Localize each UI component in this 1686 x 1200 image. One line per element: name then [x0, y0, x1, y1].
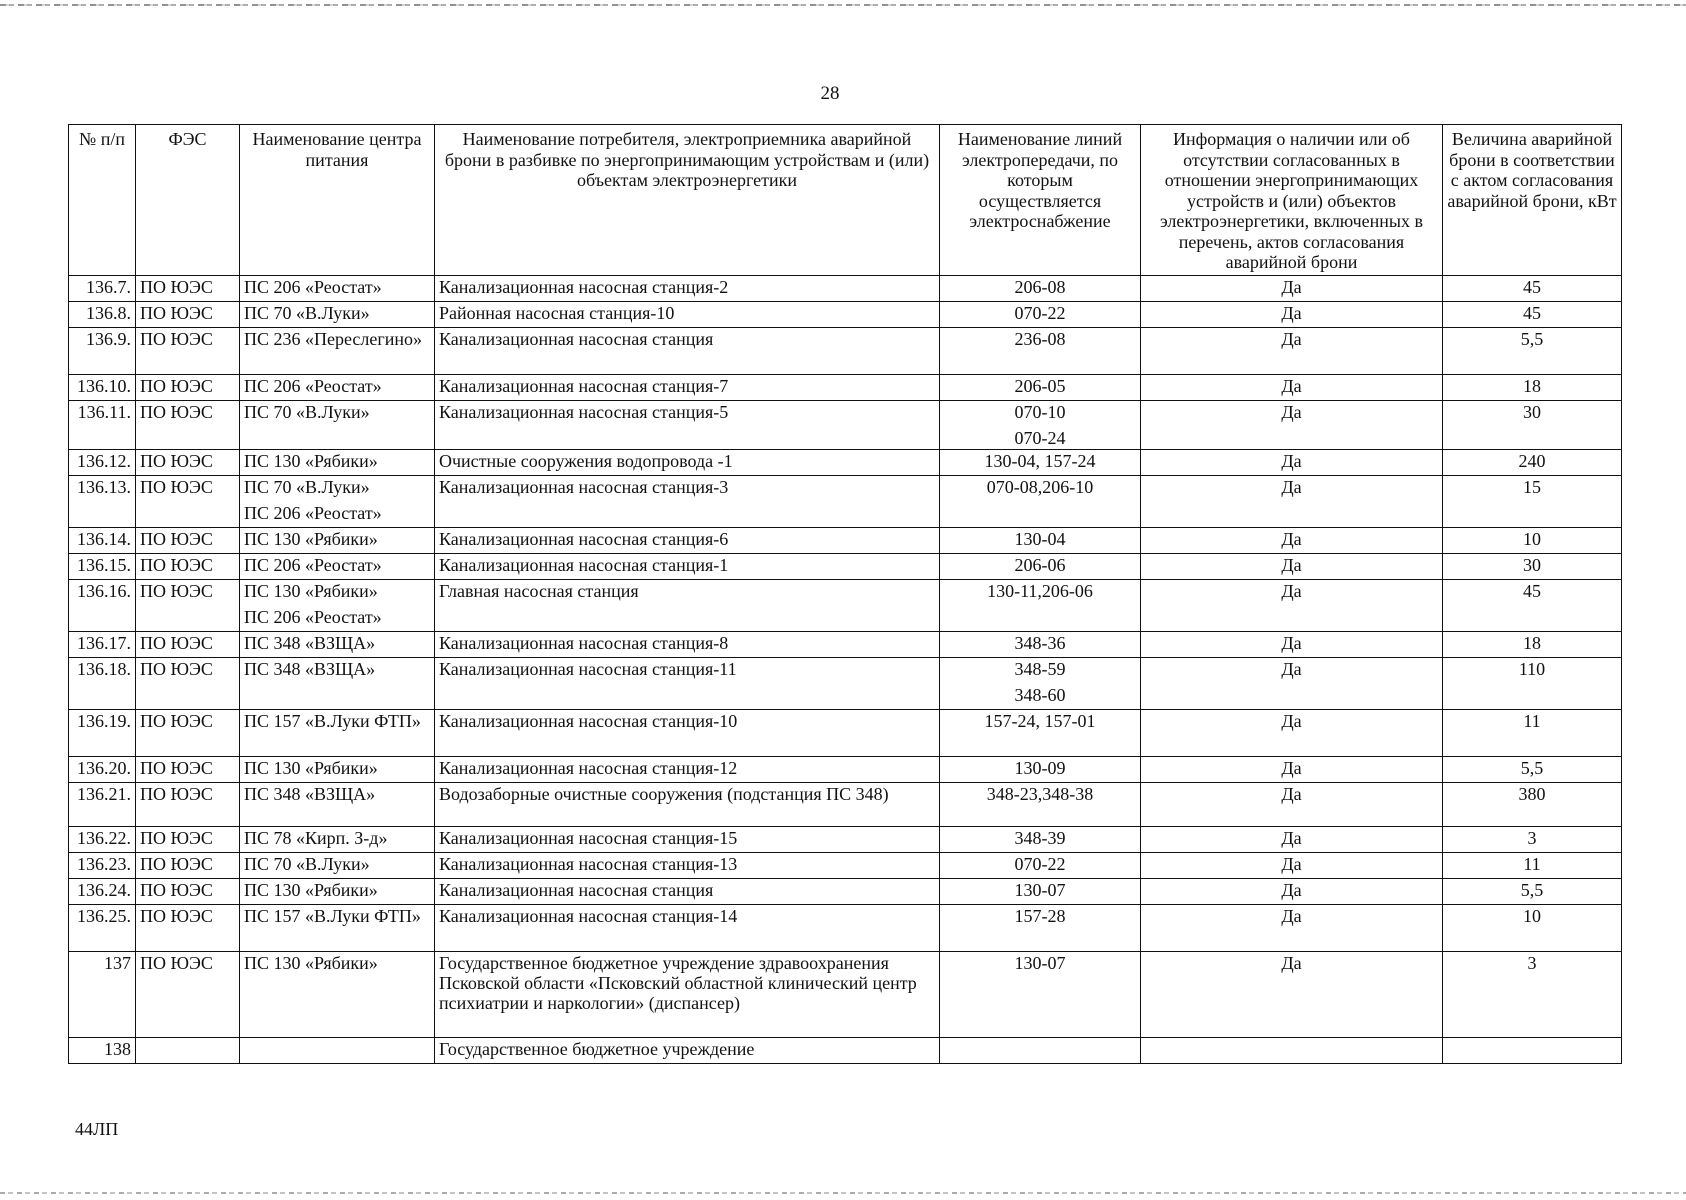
- power-center-cell: [240, 853, 435, 879]
- table-row: [69, 302, 1622, 328]
- power-center-name: ПС 348 «ВЗЩА»: [244, 659, 376, 679]
- header-power-lines: Наименование линий электропередачи, по которым осуществляется электроснабжение: [940, 125, 1141, 276]
- row-number-cell: 136.22.: [69, 827, 136, 853]
- agreement-info-cell: Да: [1141, 450, 1443, 476]
- power-line-code: 070-08,206-10: [986, 477, 1094, 497]
- fes-cell: ПО ЮЭС: [136, 302, 240, 328]
- agreement-info-cell: [1141, 1038, 1443, 1064]
- agreement-info-cell: Да: [1141, 302, 1443, 328]
- power-center-cell: [240, 476, 435, 528]
- consumer-cell: Водозаборные очистные сооружения (подстанция ПС 348): [435, 783, 940, 827]
- consumer-cell: Канализационная насосная станция-3: [435, 476, 940, 528]
- fes-cell: ПО ЮЭС: [136, 853, 240, 879]
- row-number-cell: 136.14.: [69, 528, 136, 554]
- power-center-cell: [240, 710, 435, 757]
- power-center-name: ПС 130 «Рябики»: [244, 529, 378, 549]
- power-lines-cell: [940, 580, 1141, 632]
- consumer-cell: Канализационная насосная станция-13: [435, 853, 940, 879]
- row-number-cell: 136.7.: [69, 276, 136, 302]
- row-number-cell: 136.15.: [69, 554, 136, 580]
- table-row: [69, 952, 1622, 1038]
- agreement-info-cell: Да: [1141, 658, 1443, 710]
- row-number-cell: 136.10.: [69, 375, 136, 401]
- reserve-value-cell: 11: [1443, 710, 1622, 757]
- table-row: [69, 827, 1622, 853]
- row-number-cell: 136.25.: [69, 905, 136, 952]
- power-line-code: 348-59: [1014, 659, 1066, 679]
- fes-cell: ПО ЮЭС: [136, 450, 240, 476]
- power-center-cell: [240, 757, 435, 783]
- reserve-value-cell: 45: [1443, 580, 1622, 632]
- consumer-cell: Канализационная насосная станция: [435, 879, 940, 905]
- fes-cell: ПО ЮЭС: [136, 757, 240, 783]
- power-line-code: 157-28: [1014, 906, 1066, 926]
- consumer-cell: Канализационная насосная станция-7: [435, 375, 940, 401]
- power-center-cell: [240, 879, 435, 905]
- row-number-cell: 136.23.: [69, 853, 136, 879]
- power-line-code: 236-08: [1014, 329, 1066, 349]
- fes-cell: ПО ЮЭС: [136, 827, 240, 853]
- reserve-value-cell: 5,5: [1443, 879, 1622, 905]
- fes-cell: [136, 1038, 240, 1064]
- fes-cell: ПО ЮЭС: [136, 375, 240, 401]
- table-row: [69, 783, 1622, 827]
- table-row: [69, 710, 1622, 757]
- header-power-center: Наименование центра питания: [240, 125, 435, 276]
- fes-cell: ПО ЮЭС: [136, 658, 240, 710]
- scan-edge-top: [0, 4, 1686, 6]
- power-center-name: ПС 157 «В.Луки ФТП»: [244, 906, 421, 926]
- fes-cell: ПО ЮЭС: [136, 632, 240, 658]
- power-center-cell: [240, 554, 435, 580]
- row-number-cell: 138: [69, 1038, 136, 1064]
- consumer-cell: Канализационная насосная станция-6: [435, 528, 940, 554]
- table-row: [69, 450, 1622, 476]
- fes-cell: ПО ЮЭС: [136, 879, 240, 905]
- row-number-cell: 137: [69, 952, 136, 1038]
- table-row: [69, 853, 1622, 879]
- power-lines-cell: [940, 1038, 1141, 1064]
- fes-cell: ПО ЮЭС: [136, 476, 240, 528]
- reserve-value-cell: 10: [1443, 528, 1622, 554]
- power-center-cell: [240, 401, 435, 450]
- row-number-cell: 136.19.: [69, 710, 136, 757]
- row-number-cell: 136.21.: [69, 783, 136, 827]
- power-lines-cell: [940, 328, 1141, 375]
- power-line-code: 130-09: [1014, 758, 1066, 778]
- agreement-info-cell: Да: [1141, 554, 1443, 580]
- fes-cell: ПО ЮЭС: [136, 554, 240, 580]
- power-line-code: 157-24, 157-01: [984, 711, 1096, 731]
- agreement-info-cell: Да: [1141, 905, 1443, 952]
- table-body: [69, 276, 1622, 1064]
- consumer-cell: Канализационная насосная станция: [435, 328, 940, 375]
- power-center-cell: [240, 580, 435, 632]
- fes-cell: ПО ЮЭС: [136, 783, 240, 827]
- table-row: [69, 580, 1622, 632]
- row-number-cell: 136.11.: [69, 401, 136, 450]
- power-lines-cell: [940, 476, 1141, 528]
- agreement-info-cell: Да: [1141, 375, 1443, 401]
- power-center-cell: [240, 783, 435, 827]
- table-row: [69, 276, 1622, 302]
- consumer-cell: Канализационная насосная станция-14: [435, 905, 940, 952]
- power-center-name: ПС 206 «Реостат»: [244, 503, 382, 523]
- reserve-value-cell: 5,5: [1443, 328, 1622, 375]
- power-center-cell: [240, 905, 435, 952]
- power-center-name: ПС 130 «Рябики»: [244, 953, 378, 973]
- power-line-code: 070-22: [1014, 303, 1066, 323]
- fes-cell: ПО ЮЭС: [136, 710, 240, 757]
- reserve-value-cell: 3: [1443, 952, 1622, 1038]
- power-center-name: ПС 70 «В.Луки»: [244, 477, 370, 497]
- header-consumer: Наименование потребителя, электроприемника аварийной брони в разбивке по энергопринимающим устройствам и (или) объектам электроэнергетики: [435, 125, 940, 276]
- table-header-row: [69, 125, 1622, 276]
- consumer-cell: Государственное бюджетное учреждение здравоохранения Псковской области «Псковский областной клинический центр психиатрии и наркологии» (диспансер): [435, 952, 940, 1038]
- power-lines-cell: [940, 879, 1141, 905]
- power-center-name: ПС 348 «ВЗЩА»: [244, 784, 376, 804]
- consumer-cell: Канализационная насосная станция-12: [435, 757, 940, 783]
- power-lines-cell: [940, 450, 1141, 476]
- agreement-info-cell: Да: [1141, 580, 1443, 632]
- power-lines-cell: [940, 783, 1141, 827]
- header-reserve-value: Величина аварийной брони в соответствии с актом согласования аварийной брони, кВт: [1443, 125, 1622, 276]
- power-center-name: ПС 130 «Рябики»: [244, 880, 378, 900]
- power-line-code: 348-36: [1014, 633, 1066, 653]
- power-lines-cell: [940, 658, 1141, 710]
- power-lines-cell: [940, 853, 1141, 879]
- table-row: [69, 757, 1622, 783]
- power-line-code: 130-07: [1014, 953, 1066, 973]
- reserve-value-cell: 45: [1443, 302, 1622, 328]
- reserve-value-cell: 15: [1443, 476, 1622, 528]
- power-line-code: 206-05: [1014, 376, 1066, 396]
- fes-cell: ПО ЮЭС: [136, 276, 240, 302]
- reserve-value-cell: 380: [1443, 783, 1622, 827]
- consumer-cell: Канализационная насосная станция-15: [435, 827, 940, 853]
- agreement-info-cell: Да: [1141, 528, 1443, 554]
- table-row: [69, 1038, 1622, 1064]
- consumer-cell: Государственное бюджетное учреждение: [435, 1038, 940, 1064]
- power-line-code: 130-11,206-06: [987, 581, 1093, 601]
- row-number-cell: 136.8.: [69, 302, 136, 328]
- agreement-info-cell: Да: [1141, 879, 1443, 905]
- table-row: [69, 905, 1622, 952]
- row-number-cell: 136.16.: [69, 580, 136, 632]
- reserve-table: [68, 124, 1622, 1064]
- reserve-value-cell: 30: [1443, 401, 1622, 450]
- power-line-code: 348-39: [1014, 828, 1066, 848]
- power-center-cell: [240, 827, 435, 853]
- reserve-value-cell: 18: [1443, 632, 1622, 658]
- header-agreement-info: Информация о наличии или об отсутствии согласованных в отношении энергопринимающих устройств и (или) объектов электроэнергетики, включенных в перечень, актов согласования аварийной брони: [1141, 125, 1443, 276]
- fes-cell: ПО ЮЭС: [136, 905, 240, 952]
- fes-cell: ПО ЮЭС: [136, 401, 240, 450]
- table-row: [69, 658, 1622, 710]
- consumer-cell: Районная насосная станция-10: [435, 302, 940, 328]
- table-row: [69, 879, 1622, 905]
- header-fes: ФЭС: [136, 125, 240, 276]
- power-center-name: ПС 130 «Рябики»: [244, 581, 378, 601]
- agreement-info-cell: Да: [1141, 757, 1443, 783]
- power-lines-cell: [940, 375, 1141, 401]
- consumer-cell: Главная насосная станция: [435, 580, 940, 632]
- power-center-name: ПС 70 «В.Луки»: [244, 303, 370, 323]
- power-lines-cell: [940, 757, 1141, 783]
- table-row: [69, 528, 1622, 554]
- power-lines-cell: [940, 528, 1141, 554]
- power-center-name: ПС 206 «Реостат»: [244, 607, 382, 627]
- power-lines-cell: [940, 827, 1141, 853]
- row-number-cell: 136.9.: [69, 328, 136, 375]
- row-number-cell: 136.17.: [69, 632, 136, 658]
- power-center-name: ПС 130 «Рябики»: [244, 758, 378, 778]
- reserve-value-cell: 30: [1443, 554, 1622, 580]
- power-lines-cell: [940, 632, 1141, 658]
- agreement-info-cell: Да: [1141, 401, 1443, 450]
- power-center-name: ПС 70 «В.Луки»: [244, 854, 370, 874]
- row-number-cell: 136.24.: [69, 879, 136, 905]
- power-center-cell: [240, 952, 435, 1038]
- fes-cell: ПО ЮЭС: [136, 580, 240, 632]
- power-line-code: 070-22: [1014, 854, 1066, 874]
- table-row: [69, 476, 1622, 528]
- power-line-code: 206-08: [1014, 277, 1066, 297]
- power-center-name: ПС 78 «Кирп. З-д»: [244, 828, 388, 848]
- power-center-cell: [240, 302, 435, 328]
- power-center-cell: [240, 1038, 435, 1064]
- power-center-cell: [240, 328, 435, 375]
- power-lines-cell: [940, 710, 1141, 757]
- agreement-info-cell: Да: [1141, 952, 1443, 1038]
- row-number-cell: 136.20.: [69, 757, 136, 783]
- power-lines-cell: [940, 905, 1141, 952]
- power-line-code: 130-07: [1014, 880, 1066, 900]
- consumer-cell: Канализационная насосная станция-1: [435, 554, 940, 580]
- power-center-name: ПС 348 «ВЗЩА»: [244, 633, 376, 653]
- fes-cell: ПО ЮЭС: [136, 328, 240, 375]
- power-lines-cell: [940, 401, 1141, 450]
- power-center-cell: [240, 375, 435, 401]
- power-line-code: 348-60: [1014, 685, 1066, 705]
- power-center-name: ПС 130 «Рябики»: [244, 451, 378, 471]
- power-center-name: ПС 157 «В.Луки ФТП»: [244, 711, 421, 731]
- power-center-name: ПС 206 «Реостат»: [244, 555, 382, 575]
- row-number-cell: 136.13.: [69, 476, 136, 528]
- table-row: [69, 328, 1622, 375]
- header-number: № п/п: [69, 125, 136, 276]
- row-number-cell: 136.18.: [69, 658, 136, 710]
- reserve-value-cell: 11: [1443, 853, 1622, 879]
- power-line-code: 206-06: [1014, 555, 1066, 575]
- scan-edge-bottom: [0, 1192, 1686, 1194]
- agreement-info-cell: Да: [1141, 710, 1443, 757]
- consumer-cell: Канализационная насосная станция-5: [435, 401, 940, 450]
- power-lines-cell: [940, 554, 1141, 580]
- footer-code: 44ЛП: [75, 1119, 119, 1139]
- power-center-name: ПС 236 «Переслегино»: [244, 329, 423, 349]
- agreement-info-cell: Да: [1141, 276, 1443, 302]
- consumer-cell: Канализационная насосная станция-8: [435, 632, 940, 658]
- power-center-cell: [240, 658, 435, 710]
- power-line-code: 070-24: [1014, 428, 1066, 448]
- consumer-cell: Канализационная насосная станция-10: [435, 710, 940, 757]
- fes-cell: ПО ЮЭС: [136, 952, 240, 1038]
- agreement-info-cell: Да: [1141, 853, 1443, 879]
- reserve-value-cell: 5,5: [1443, 757, 1622, 783]
- power-center-cell: [240, 632, 435, 658]
- reserve-value-cell: [1443, 1038, 1622, 1064]
- consumer-cell: Канализационная насосная станция-11: [435, 658, 940, 710]
- reserve-value-cell: 18: [1443, 375, 1622, 401]
- page-number: 28: [820, 83, 840, 104]
- table-row: [69, 401, 1622, 450]
- power-line-code: 130-04: [1014, 529, 1066, 549]
- agreement-info-cell: Да: [1141, 328, 1443, 375]
- power-line-code: 130-04, 157-24: [984, 451, 1096, 471]
- reserve-value-cell: 240: [1443, 450, 1622, 476]
- power-center-cell: [240, 450, 435, 476]
- agreement-info-cell: Да: [1141, 632, 1443, 658]
- agreement-info-cell: Да: [1141, 827, 1443, 853]
- power-lines-cell: [940, 952, 1141, 1038]
- reserve-value-cell: 110: [1443, 658, 1622, 710]
- power-line-code: 348-23,348-38: [986, 784, 1094, 804]
- table-row: [69, 375, 1622, 401]
- reserve-value-cell: 10: [1443, 905, 1622, 952]
- power-center-name: ПС 206 «Реостат»: [244, 277, 382, 297]
- power-line-code: 070-10: [1014, 402, 1066, 422]
- fes-cell: ПО ЮЭС: [136, 528, 240, 554]
- agreement-info-cell: Да: [1141, 476, 1443, 528]
- row-number-cell: 136.12.: [69, 450, 136, 476]
- agreement-info-cell: Да: [1141, 783, 1443, 827]
- table-row: [69, 554, 1622, 580]
- power-lines-cell: [940, 276, 1141, 302]
- table-row: [69, 632, 1622, 658]
- power-center-cell: [240, 276, 435, 302]
- power-center-name: ПС 206 «Реостат»: [244, 376, 382, 396]
- power-lines-cell: [940, 302, 1141, 328]
- power-center-cell: [240, 528, 435, 554]
- consumer-cell: Очистные сооружения водопровода -1: [435, 450, 940, 476]
- reserve-value-cell: 45: [1443, 276, 1622, 302]
- reserve-value-cell: 3: [1443, 827, 1622, 853]
- consumer-cell: Канализационная насосная станция-2: [435, 276, 940, 302]
- power-center-name: ПС 70 «В.Луки»: [244, 402, 370, 422]
